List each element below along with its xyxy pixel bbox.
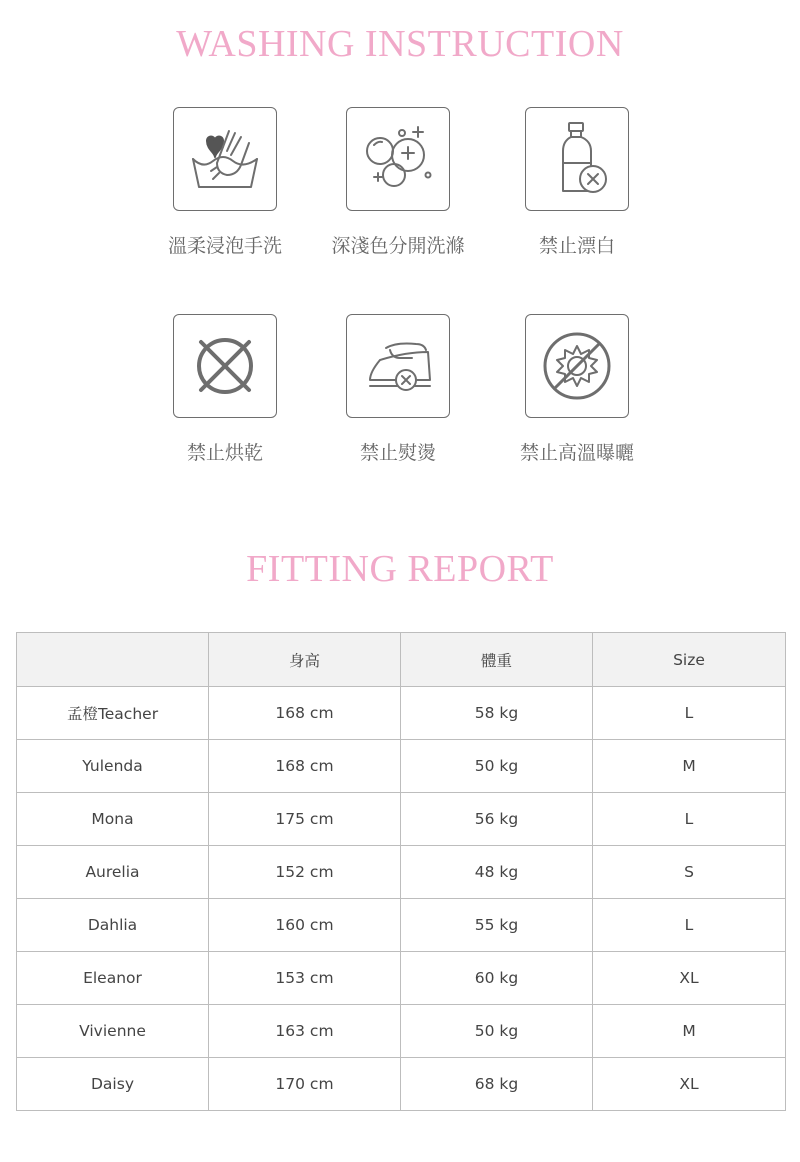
fitting-report-table — [16, 632, 786, 1111]
cell-weight: 50 kg — [401, 1005, 593, 1058]
care-label: 禁止烘乾 — [186, 442, 263, 464]
care-item-no-sun-dry — [497, 314, 657, 465]
cell-height: 175 cm — [209, 793, 401, 846]
table-row — [17, 687, 786, 740]
care-icon-box — [346, 107, 450, 211]
care-icon-box — [346, 314, 450, 418]
care-label: 禁止高溫曝曬 — [519, 442, 634, 464]
cell-weight: 68 kg — [401, 1058, 593, 1111]
table-row — [17, 899, 786, 952]
no-tumble-dry-icon — [183, 324, 267, 408]
cell-size: L — [593, 899, 786, 952]
table-header-row — [17, 633, 786, 687]
table-row — [17, 740, 786, 793]
table-row — [17, 793, 786, 846]
care-icon-box — [525, 314, 629, 418]
no-iron-icon — [356, 324, 440, 408]
care-item-hand-wash — [145, 107, 305, 258]
table-row — [17, 952, 786, 1005]
care-item-no-iron — [318, 314, 478, 465]
table-row — [17, 1005, 786, 1058]
header-blank — [17, 633, 209, 687]
cell-name: Vivienne — [17, 1005, 209, 1058]
table-row — [17, 846, 786, 899]
cell-size: L — [593, 793, 786, 846]
no-bleach-icon — [535, 117, 619, 201]
care-label: 深淺色分開洗滌 — [331, 235, 465, 257]
header-size: Size — [593, 633, 786, 687]
cell-weight: 60 kg — [401, 952, 593, 1005]
care-label: 禁止漂白 — [538, 235, 615, 257]
care-item-wash-separately — [318, 107, 478, 258]
cell-weight: 56 kg — [401, 793, 593, 846]
cell-weight: 48 kg — [401, 846, 593, 899]
washing-instruction-title: WASHING INSTRUCTION — [176, 23, 624, 65]
care-icon-box — [525, 107, 629, 211]
cell-name: Mona — [17, 793, 209, 846]
cell-name: Daisy — [17, 1058, 209, 1111]
care-item-no-tumble-dry — [145, 314, 305, 465]
cell-size: L — [593, 687, 786, 740]
care-item-no-bleach — [497, 107, 657, 258]
cell-size: S — [593, 846, 786, 899]
cell-height: 152 cm — [209, 846, 401, 899]
no-sun-dry-icon — [535, 324, 619, 408]
cell-name: Aurelia — [17, 846, 209, 899]
header-height: 身高 — [209, 633, 401, 687]
care-icon-box — [173, 314, 277, 418]
cell-height: 153 cm — [209, 952, 401, 1005]
cell-size: M — [593, 740, 786, 793]
cell-size: M — [593, 1005, 786, 1058]
cell-height: 168 cm — [209, 687, 401, 740]
cell-height: 160 cm — [209, 899, 401, 952]
header-weight: 體重 — [401, 633, 593, 687]
cell-name: Eleanor — [17, 952, 209, 1005]
care-label: 禁止熨燙 — [359, 442, 436, 464]
cell-height: 168 cm — [209, 740, 401, 793]
cell-name: 孟橙Teacher — [17, 687, 209, 740]
table-row — [17, 1058, 786, 1111]
care-icon-box — [173, 107, 277, 211]
cell-height: 163 cm — [209, 1005, 401, 1058]
cell-name: Yulenda — [17, 740, 209, 793]
cell-name: Dahlia — [17, 899, 209, 952]
cell-weight: 50 kg — [401, 740, 593, 793]
wash-separately-icon — [356, 117, 440, 201]
cell-size: XL — [593, 1058, 786, 1111]
cell-weight: 58 kg — [401, 687, 593, 740]
care-label: 溫柔浸泡手洗 — [167, 235, 282, 257]
fitting-report-title: FITTING REPORT — [246, 548, 554, 590]
cell-height: 170 cm — [209, 1058, 401, 1111]
cell-weight: 55 kg — [401, 899, 593, 952]
cell-size: XL — [593, 952, 786, 1005]
hand-wash-icon — [183, 117, 267, 201]
